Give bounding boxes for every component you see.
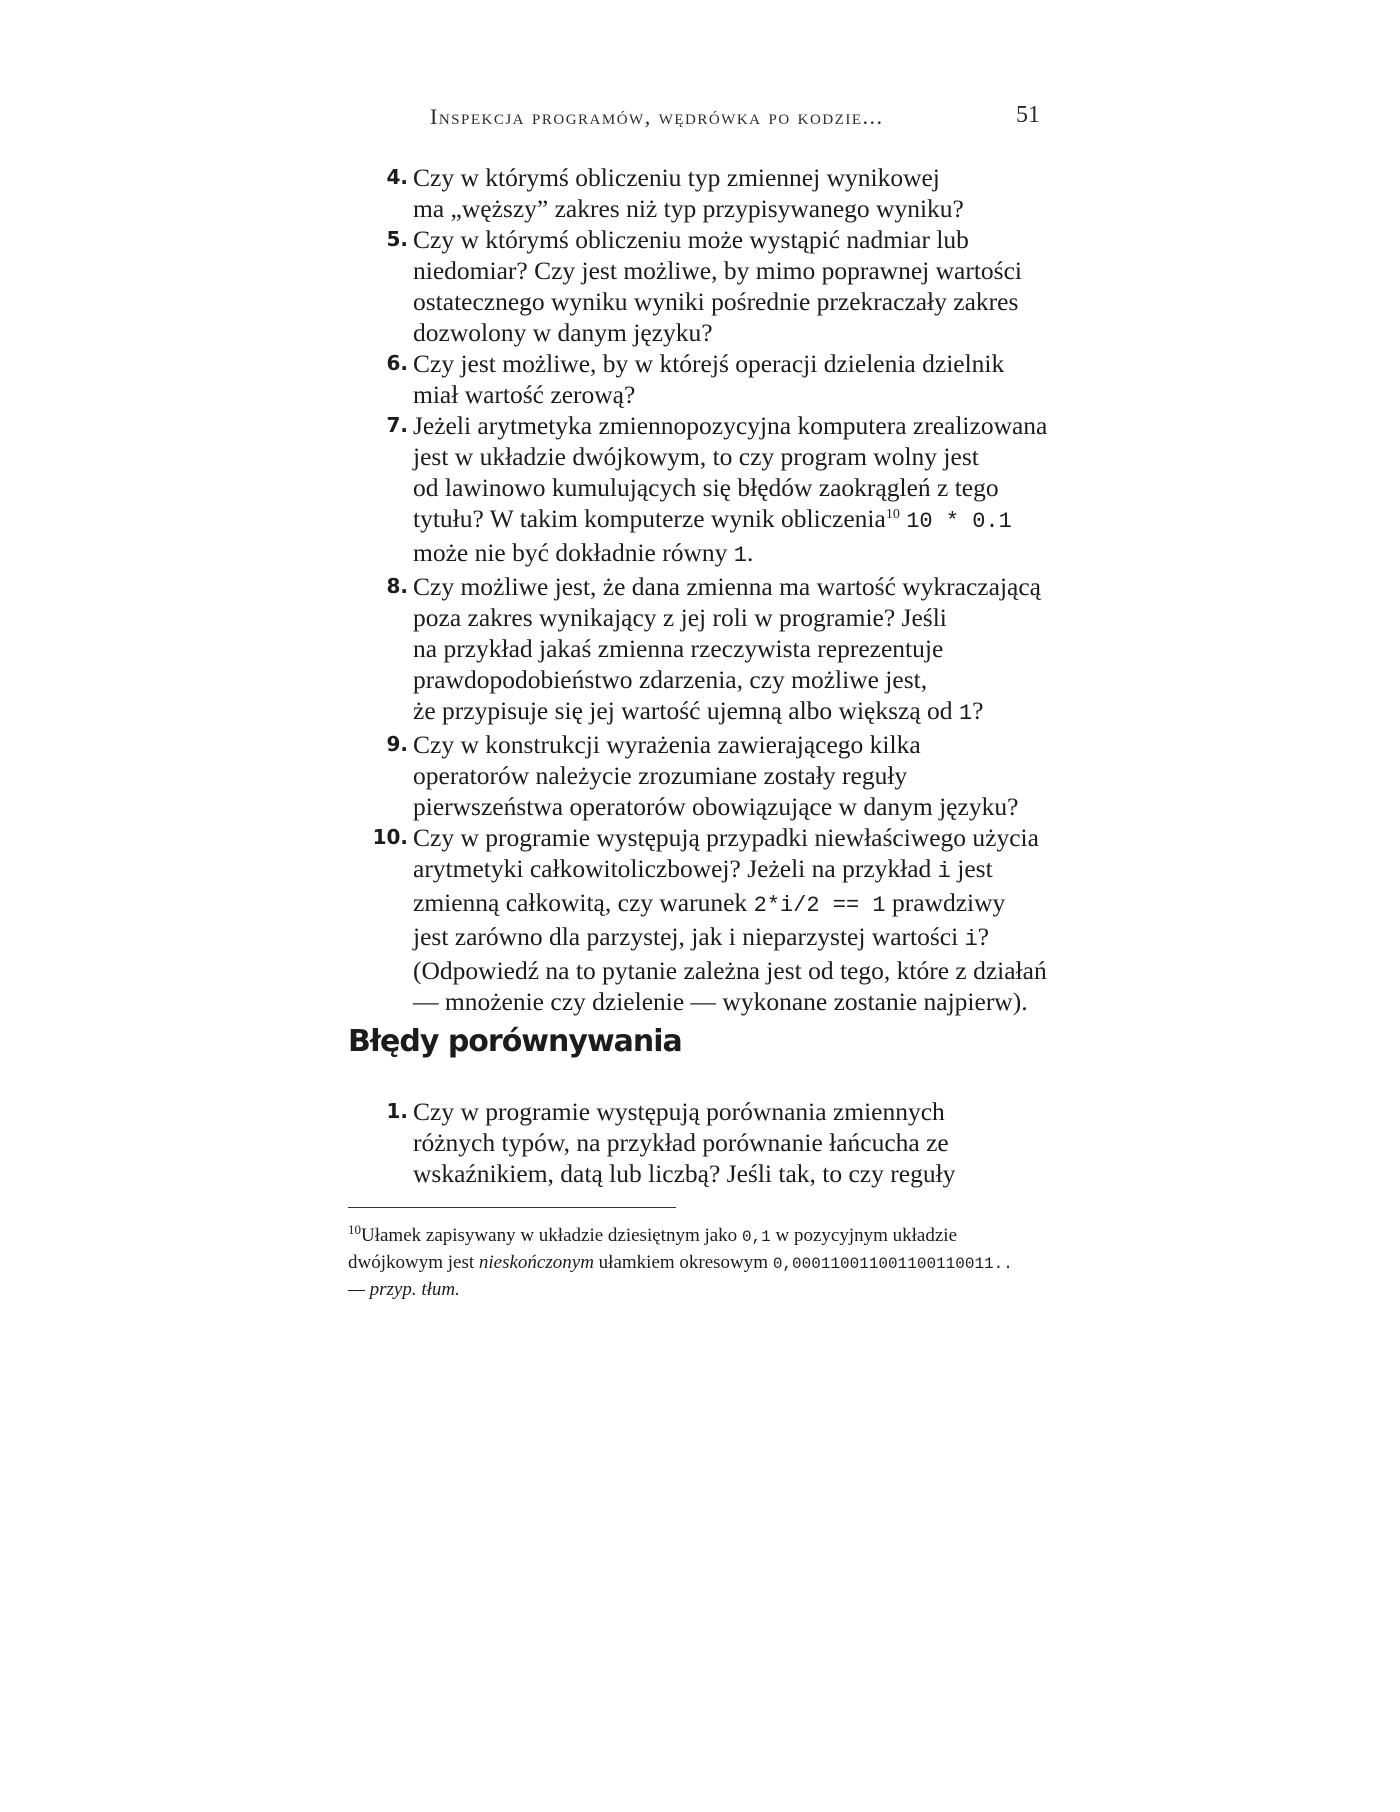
text-run: poza zakres wynikający z jej roli w programie? Jeśli: [413, 603, 947, 632]
list-item: [368, 162, 1048, 224]
inline-code: i: [964, 927, 978, 952]
text-run: Czy w którymś obliczeniu może wystąpić nadmiar lub: [413, 225, 969, 254]
text-run: Jeżeli arytmetyka zmiennopozycyjna komputera zrealizowana: [413, 411, 1048, 440]
text-line: [413, 887, 1048, 921]
text-run: w pozycyjnym układzie: [770, 1225, 958, 1246]
running-head-title: Inspekcja programów, wędrówka po kodzie...: [430, 104, 884, 129]
inline-code: 1: [733, 543, 747, 568]
list-item: [368, 1096, 1048, 1189]
text-line: [413, 286, 1048, 317]
inline-code: 1: [958, 701, 973, 726]
text-run: jest: [950, 854, 993, 883]
footnote-mark: 10: [348, 1222, 361, 1237]
text-run: różnych typów, na przykład porównanie łańcucha ze: [413, 1128, 949, 1157]
text-run: dwójkowym jest: [348, 1252, 479, 1273]
text-line: [413, 503, 1048, 537]
text-line: [413, 633, 1048, 664]
text-run: że przypisuje się jej wartość ujemną albo większą od: [413, 696, 959, 725]
text-run: pierwszeństwa operatorów obowiązujące w danym języku?: [413, 792, 1019, 821]
list-item: [368, 729, 1048, 822]
text-line: [413, 986, 1048, 1017]
footnote-reference: 10: [885, 507, 900, 522]
text-line: [413, 853, 1048, 887]
list-item: [368, 571, 1048, 729]
footnote: [348, 1223, 1038, 1302]
text-line: [413, 537, 1048, 571]
running-head: [430, 104, 1040, 130]
text-run: (Odpowiedź na to pytanie zależna jest od tego, które z działań: [413, 956, 1047, 985]
text-line: [413, 822, 1048, 853]
text-run: ?: [977, 922, 990, 951]
text-line: [413, 472, 1048, 503]
footnote-rule: [348, 1207, 676, 1208]
text-run: ma „węższy” zakres niż typ przypisywanego wyniku?: [413, 194, 964, 223]
text-line: [413, 571, 1048, 602]
footnote-line: [348, 1223, 1038, 1250]
item-number: 10.: [372, 825, 408, 849]
text-run: na przykład jakaś zmienna rzeczywista reprezentuje: [413, 634, 944, 663]
text-line: [413, 760, 1048, 791]
text-run: Ułamek zapisywany w układzie dziesiętnym jako: [361, 1225, 742, 1246]
text-line: [413, 729, 1048, 760]
text-run: Czy w programie występują porównania zmiennych: [413, 1097, 945, 1126]
text-run: arytmetyki całkowitoliczbowej? Jeżeli na przykład: [413, 854, 938, 883]
list-item: [368, 348, 1048, 410]
text-run: — mnożenie czy dzielenie — wykonane zostanie najpierw).: [413, 987, 1028, 1016]
text-line: [413, 955, 1048, 986]
arithmetic-errors-list: [368, 162, 1048, 1017]
emphasis-text: — przyp. tłum.: [348, 1279, 460, 1300]
text-run: niedomiar? Czy jest możliwe, by mimo poprawnej wartości: [413, 256, 1023, 285]
text-line: [413, 162, 1048, 193]
item-number: 4.: [386, 165, 408, 189]
text-line: [413, 224, 1048, 255]
item-number: 8.: [386, 574, 408, 598]
inline-code: i: [937, 859, 951, 884]
text-line: [413, 921, 1048, 955]
text-line: [413, 1096, 1048, 1127]
text-line: [413, 317, 1048, 348]
list-item: [368, 822, 1048, 1017]
text-run: miał wartość zerową?: [413, 380, 636, 409]
footnote-line: [348, 1277, 1038, 1302]
inline-code: 10 * 0.1: [906, 509, 1012, 534]
section-heading: Błędy porównywania: [348, 1024, 682, 1059]
text-line: [413, 695, 1048, 729]
item-number: 1.: [386, 1099, 408, 1123]
text-run: Czy w którymś obliczeniu typ zmiennej wynikowej: [413, 163, 940, 192]
text-line: [413, 410, 1048, 441]
text-run: ?: [972, 696, 984, 725]
text-run: prawdopodobieństwo zdarzenia, czy możliwe jest,: [413, 665, 928, 694]
text-line: [413, 255, 1048, 286]
list-item: [368, 410, 1048, 571]
text-line: [413, 379, 1048, 410]
text-line: [413, 1158, 1048, 1189]
text-run: operatorów należycie zrozumiane zostały reguły: [413, 761, 908, 790]
text-run: .: [746, 538, 754, 567]
text-line: [413, 441, 1048, 472]
list-item: [368, 224, 1048, 348]
emphasis-text: nieskończonym: [478, 1252, 594, 1273]
text-line: [413, 602, 1048, 633]
text-line: [413, 348, 1048, 379]
text-run: Czy w programie występują przypadki niewłaściwego użycia: [413, 823, 1039, 852]
text-run: wskaźnikiem, datą lub liczbą? Jeśli tak, to czy reguły: [413, 1159, 956, 1188]
text-run: Czy w konstrukcji wyrażenia zawierającego kilka: [413, 730, 921, 759]
text-run: ułamkiem okresowym: [593, 1252, 773, 1273]
inline-code: 0,1: [741, 1228, 771, 1246]
inline-code: 0,000110011001100110011..: [772, 1255, 1013, 1273]
text-run: tytułu? W takim komputerze wynik obliczenia: [413, 504, 886, 533]
text-run: dozwolony w danym języku?: [413, 318, 713, 347]
text-run: Czy jest możliwe, by w którejś operacji dzielenia dzielnik: [413, 349, 1005, 378]
text-line: [413, 1127, 1048, 1158]
text-run: może nie być dokładnie równy: [413, 538, 734, 567]
item-number: 5.: [386, 227, 408, 251]
text-run: prawdziwy: [885, 888, 1006, 917]
text-run: ostatecznego wyniku wyniki pośrednie przekraczały zakres: [413, 287, 1019, 316]
text-line: [413, 791, 1048, 822]
text-run: Czy możliwe jest, że dana zmienna ma wartość wykraczającą: [413, 572, 1041, 601]
inline-code: 2*i/2 == 1: [753, 893, 886, 918]
item-number: 6.: [386, 351, 408, 375]
text-run: jest zarówno dla parzystej, jak i nieparzystej wartości: [413, 922, 965, 951]
text-run: zmienną całkowitą, czy warunek: [413, 888, 754, 917]
text-line: [413, 664, 1048, 695]
comparison-errors-list: [368, 1096, 1048, 1189]
text-line: [413, 193, 1048, 224]
page-number: 51: [1016, 102, 1040, 128]
text-run: od lawinowo kumulujących się błędów zaokrągleń z tego: [413, 473, 999, 502]
item-number: 7.: [386, 413, 408, 437]
footnote-line: [348, 1250, 1038, 1277]
text-run: jest w układzie dwójkowym, to czy program wolny jest: [413, 442, 979, 471]
item-number: 9.: [386, 732, 408, 756]
